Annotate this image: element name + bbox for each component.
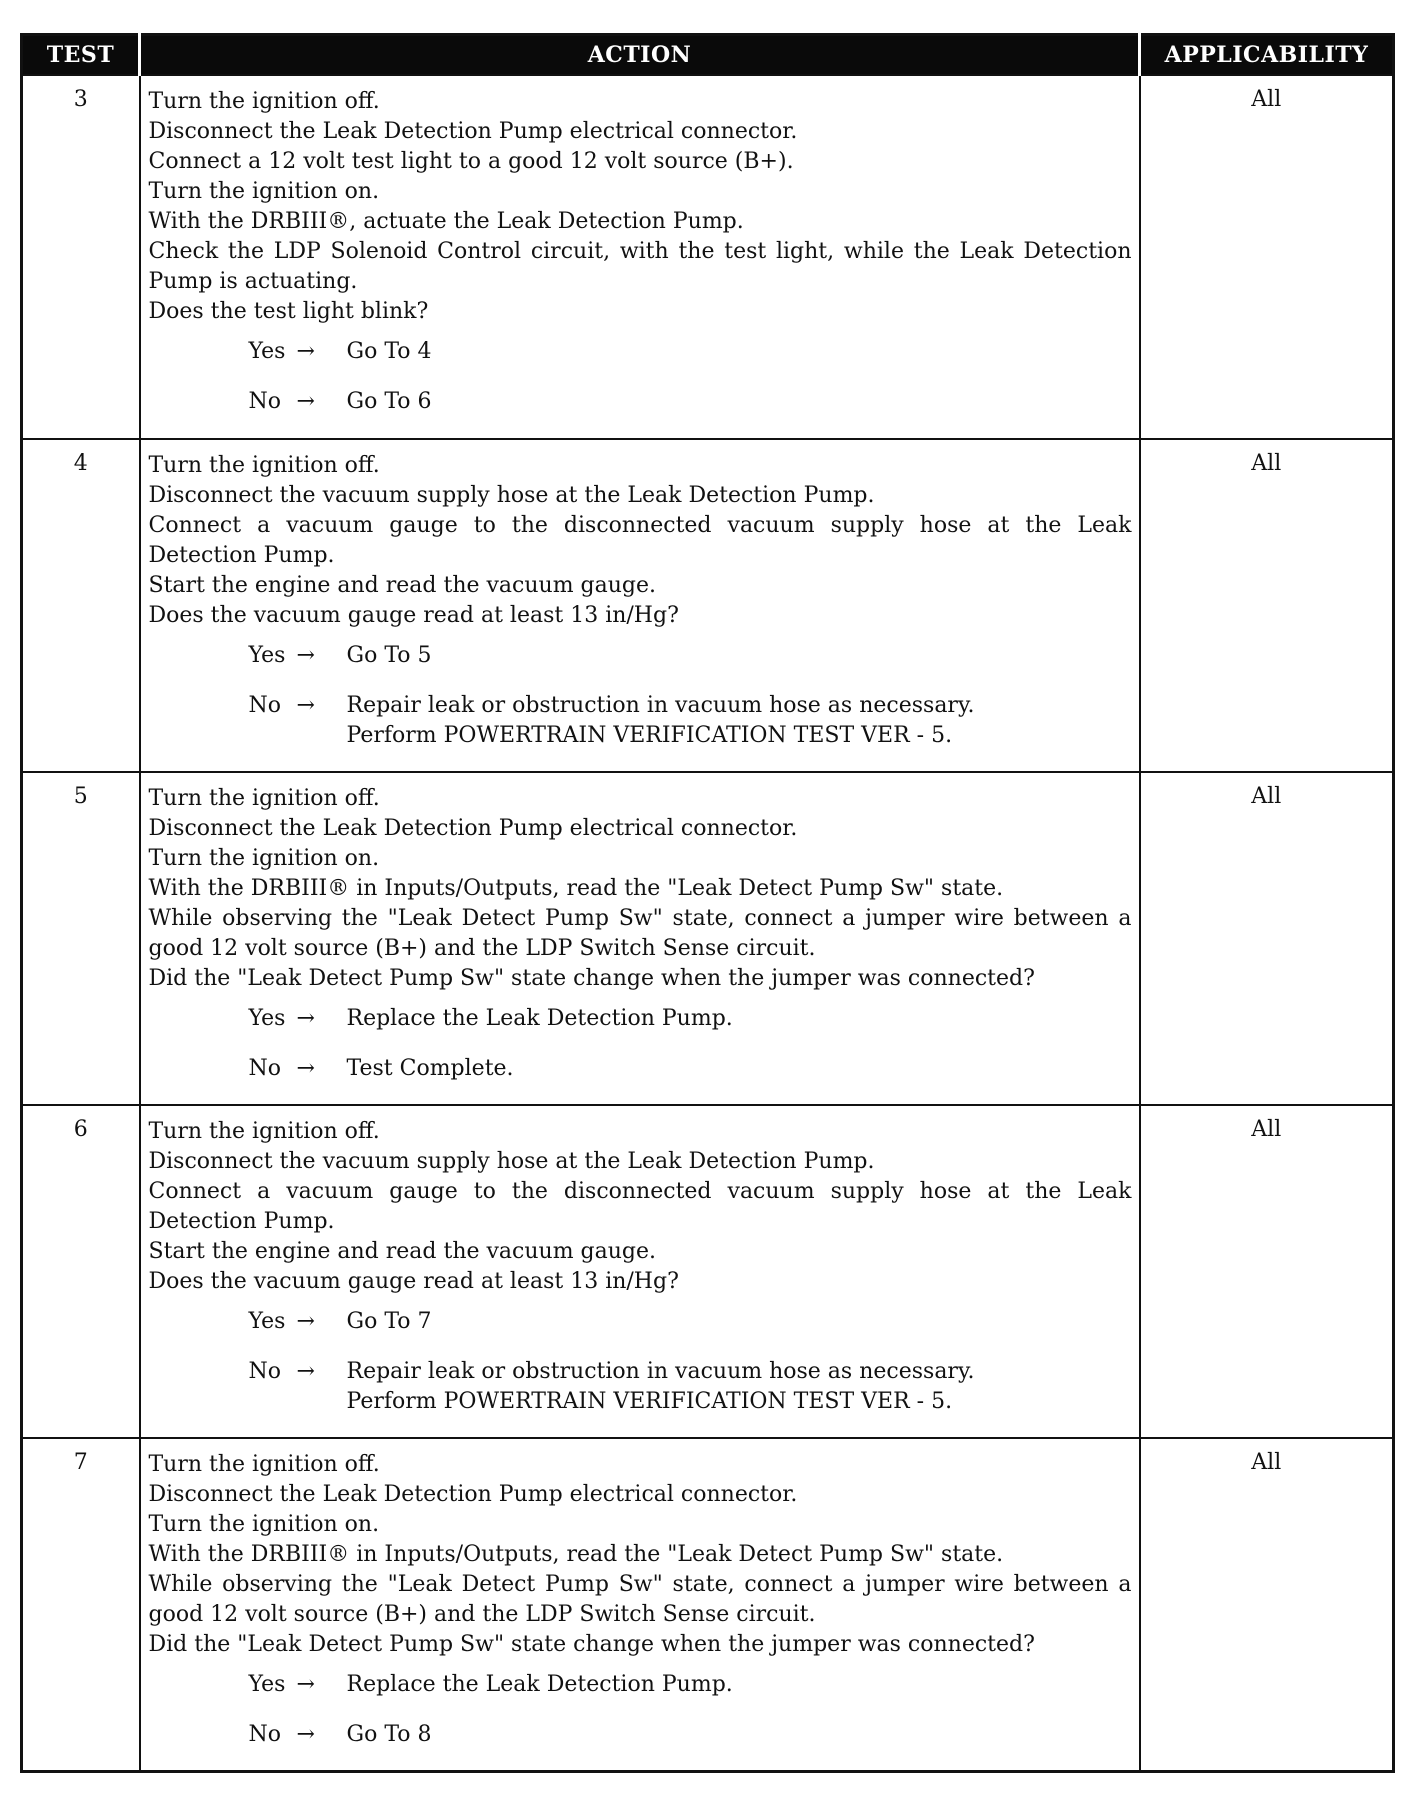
no-branch (249, 1054, 1132, 1084)
result-line: Test Complete. (346, 1056, 514, 1081)
action-step: Did the "Leak Detect Pump Sw" state change when the jumper was connected? (148, 1632, 1035, 1657)
arrow-right-icon: → (296, 693, 315, 718)
action-step: Did the "Leak Detect Pump Sw" state change when the jumper was connected? (148, 966, 1035, 991)
yes-label: Yes (248, 339, 286, 364)
header-action: ACTION (140, 35, 1140, 76)
action-cell (140, 439, 1140, 772)
action-step: Turn the ignition off. (148, 453, 380, 478)
arrow-right-icon: → (296, 1359, 315, 1384)
yes-result (347, 1670, 1132, 1700)
yes-label: Yes (248, 1006, 286, 1031)
action-step: Check the LDP Solenoid Control circuit, with the test light, while the Leak Detection Pump is actuating. (148, 239, 1132, 294)
no-label: No (248, 389, 281, 414)
test-number: 6 (22, 1105, 140, 1438)
yes-branch (249, 641, 1132, 671)
answer-branches (249, 1307, 1132, 1417)
action-step: Disconnect the vacuum supply hose at the Leak Detection Pump. (148, 483, 875, 508)
header-applicability: APPLICABILITY (1140, 35, 1394, 76)
action-step: With the DRBIII® in Inputs/Outputs, read the "Leak Detect Pump Sw" state. (148, 876, 1004, 901)
action-cell (140, 1105, 1140, 1438)
no-result (347, 691, 1132, 751)
action-cell (140, 75, 1140, 439)
answer-branches (249, 641, 1132, 751)
no-branch (249, 1357, 1132, 1417)
result-line: Perform POWERTRAIN VERIFICATION TEST VER - 5. (346, 1389, 953, 1414)
yes-label: Yes (248, 643, 286, 668)
no-label: No (248, 1359, 281, 1384)
action-step: Turn the ignition off. (148, 1119, 380, 1144)
action-cell (140, 772, 1140, 1105)
action-step: Does the vacuum gauge read at least 13 in/Hg? (148, 603, 679, 628)
arrow-right-icon: → (296, 339, 315, 364)
action-step: Turn the ignition off. (148, 786, 380, 811)
answer-branches (249, 1670, 1132, 1750)
result-line: Go To 8 (346, 1722, 432, 1747)
applicability-cell: All (1140, 1105, 1394, 1438)
arrow-right-icon: → (296, 1672, 315, 1697)
action-step: Start the engine and read the vacuum gauge. (148, 573, 657, 598)
yes-branch (249, 1670, 1132, 1700)
applicability-cell: All (1140, 75, 1394, 439)
applicability-cell: All (1140, 439, 1394, 772)
action-step: With the DRBIII® in Inputs/Outputs, read the "Leak Detect Pump Sw" state. (148, 1542, 1004, 1567)
yes-result (347, 337, 1132, 367)
action-step: Does the vacuum gauge read at least 13 in/Hg? (148, 1269, 679, 1294)
result-line: Go To 5 (346, 643, 432, 668)
table-body (22, 75, 1394, 1771)
no-branch (249, 1720, 1132, 1750)
action-step: Disconnect the Leak Detection Pump electrical connector. (148, 816, 798, 841)
action-step: Disconnect the vacuum supply hose at the Leak Detection Pump. (148, 1149, 875, 1174)
action-step: While observing the "Leak Detect Pump Sw" state, connect a jumper wire between a good 12 volt source (B+) and the LDP Switch Sense circuit. (148, 1572, 1132, 1627)
header-test: TEST (22, 35, 140, 76)
no-label: No (248, 693, 281, 718)
test-number: 5 (22, 772, 140, 1105)
no-result (347, 387, 1132, 417)
action-step: With the DRBIII®, actuate the Leak Detection Pump. (148, 209, 744, 234)
test-number: 4 (22, 439, 140, 772)
yes-branch (249, 1004, 1132, 1034)
table-row (22, 75, 1394, 439)
arrow-right-icon: → (296, 1722, 315, 1747)
test-number: 3 (22, 75, 140, 439)
action-step: Turn the ignition on. (148, 1512, 380, 1537)
diagnostic-test-table (20, 33, 1395, 1773)
result-line: Repair leak or obstruction in vacuum hose as necessary. (346, 693, 975, 718)
table-row (22, 1105, 1394, 1438)
action-step: Disconnect the Leak Detection Pump electrical connector. (148, 119, 798, 144)
result-line: Replace the Leak Detection Pump. (346, 1672, 733, 1697)
answer-branches (249, 337, 1132, 417)
arrow-right-icon: → (296, 1006, 315, 1031)
action-step: Connect a vacuum gauge to the disconnected vacuum supply hose at the Leak Detection Pump. (148, 1179, 1132, 1234)
action-step: Start the engine and read the vacuum gauge. (148, 1239, 657, 1264)
table-row (22, 439, 1394, 772)
action-step: While observing the "Leak Detect Pump Sw" state, connect a jumper wire between a good 12 volt source (B+) and the LDP Switch Sense circuit. (148, 906, 1132, 961)
diagnostic-test-sheet (20, 33, 1392, 1773)
result-line: Replace the Leak Detection Pump. (346, 1006, 733, 1031)
yes-label: Yes (248, 1672, 286, 1697)
yes-label: Yes (248, 1309, 286, 1334)
result-line: Perform POWERTRAIN VERIFICATION TEST VER - 5. (346, 723, 953, 748)
no-result (347, 1720, 1132, 1750)
table-row (22, 1438, 1394, 1771)
test-number: 7 (22, 1438, 140, 1771)
applicability-cell: All (1140, 1438, 1394, 1771)
no-label: No (248, 1056, 281, 1081)
answer-branches (249, 1004, 1132, 1084)
arrow-right-icon: → (296, 1056, 315, 1081)
yes-branch (249, 337, 1132, 367)
arrow-right-icon: → (296, 389, 315, 414)
result-line: Go To 6 (346, 389, 432, 414)
action-step: Turn the ignition on. (148, 846, 380, 871)
no-branch (249, 691, 1132, 751)
no-result (347, 1054, 1132, 1084)
no-result (347, 1357, 1132, 1417)
yes-branch (249, 1307, 1132, 1337)
applicability-cell: All (1140, 772, 1394, 1105)
yes-result (347, 641, 1132, 671)
arrow-right-icon: → (296, 643, 315, 668)
action-step: Connect a vacuum gauge to the disconnected vacuum supply hose at the Leak Detection Pump. (148, 513, 1132, 568)
action-cell (140, 1438, 1140, 1771)
arrow-right-icon: → (296, 1309, 315, 1334)
table-row (22, 772, 1394, 1105)
action-step: Disconnect the Leak Detection Pump electrical connector. (148, 1482, 798, 1507)
action-step: Turn the ignition off. (148, 89, 380, 114)
no-label: No (248, 1722, 281, 1747)
yes-result (347, 1307, 1132, 1337)
result-line: Go To 7 (346, 1309, 432, 1334)
result-line: Repair leak or obstruction in vacuum hose as necessary. (346, 1359, 975, 1384)
table-header-row (22, 35, 1394, 76)
result-line: Go To 4 (346, 339, 432, 364)
yes-result (347, 1004, 1132, 1034)
action-step: Does the test light blink? (148, 299, 429, 324)
no-branch (249, 387, 1132, 417)
action-step: Turn the ignition off. (148, 1452, 380, 1477)
action-step: Connect a 12 volt test light to a good 12 volt source (B+). (148, 149, 794, 174)
action-step: Turn the ignition on. (148, 179, 380, 204)
